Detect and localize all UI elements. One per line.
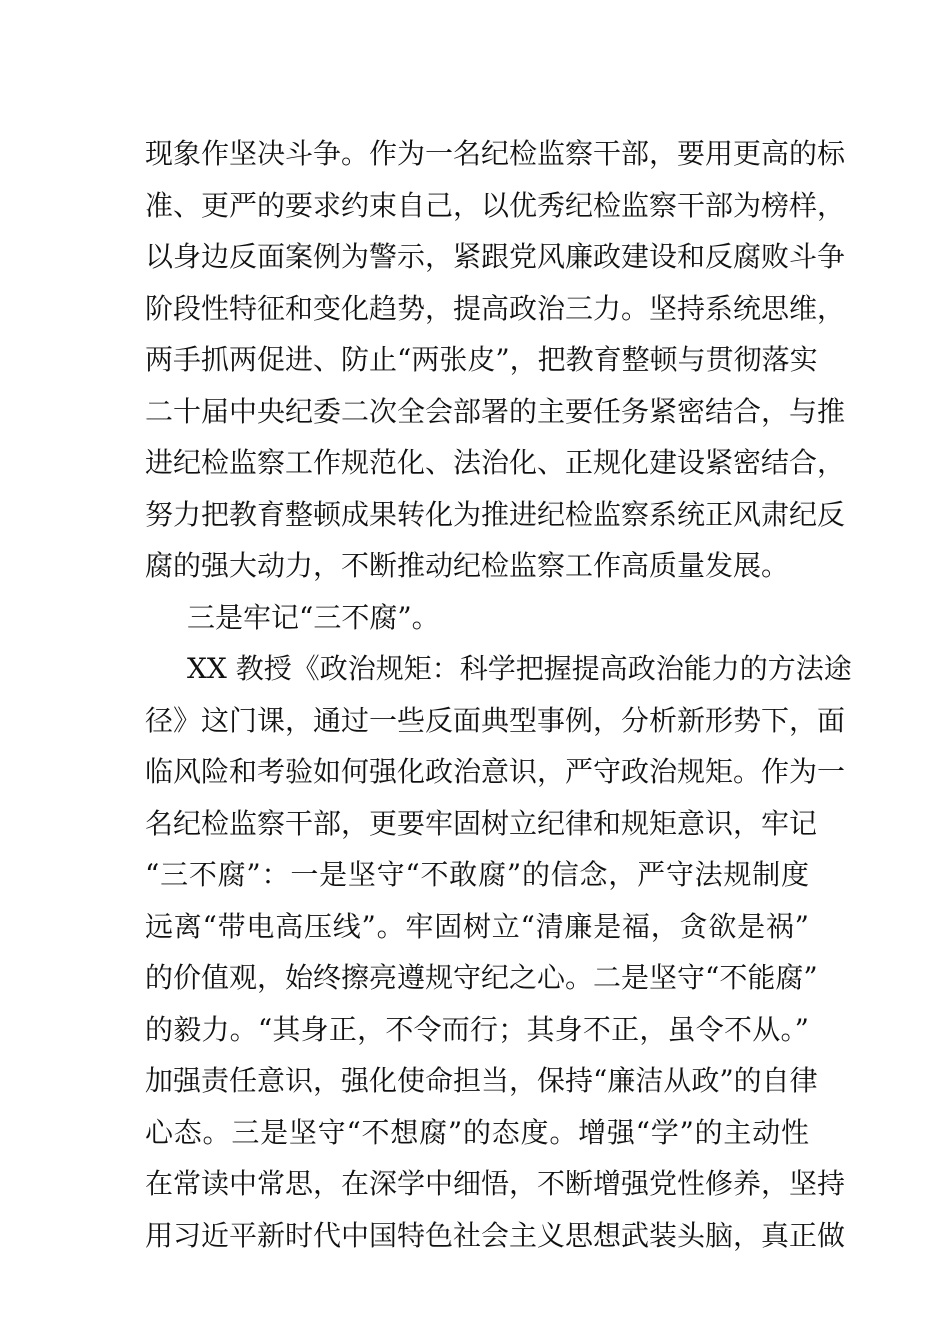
paragraph-2 [145, 643, 852, 1261]
text-line: 两手抓两促进、防止“两张皮”，把教育整顿与贯彻落实 [145, 343, 818, 376]
text-line: 努力把教育整顿成果转化为推进纪检监察系统正风肃纪反 [145, 497, 846, 531]
text-line: XX 教授《政治规矩：科学把握提高政治能力的方法途 [187, 652, 852, 685]
text-line: 加强责任意识，强化使命担当，保持“廉洁从政”的自律 [145, 1064, 818, 1097]
text-line: 阶段性特征和变化趋势，提高政治三力。坚持系统思维， [145, 291, 846, 325]
text-line: 心态。三是坚守“不想腐”的态度。增强“学”的主动性 [145, 1115, 809, 1149]
paragraph-1 [145, 128, 846, 592]
text-line: 二十届中央纪委二次全会部署的主要任务紧密结合，与推 [145, 394, 846, 428]
section-heading: 三是牢记“三不腐”。 [187, 600, 440, 634]
text-line: 腐的强大动力，不断推动纪检监察工作高质量发展。 [145, 549, 790, 582]
text-line: 的价值观，始终擦亮遵规守纪之心。二是坚守“不能腐” [145, 961, 818, 994]
text-line: 以身边反面案例为警示，紧跟党风廉政建设和反腐败斗争 [145, 240, 846, 273]
text-line: 现象作坚决斗争。作为一名纪检监察干部，要用更高的标 [145, 137, 846, 170]
text-line: 径》这门课，通过一些反面典型事例，分析新形势下，面 [145, 703, 846, 737]
text-line: 进纪检监察工作规范化、法治化、正规化建设紧密结合， [145, 446, 846, 479]
text-line: 准、更严的要求约束自己，以优秀纪检监察干部为榜样， [145, 188, 846, 222]
document-body [145, 128, 852, 1261]
text-line: 名纪检监察干部，更要牢固树立纪律和规矩意识，牢记 [145, 806, 818, 840]
text-line: 的毅力。“其身正，不令而行；其身不正，虽令不从。” [145, 1012, 809, 1046]
text-line: 在常读中常思，在深学中细悟，不断增强党性修养，坚持 [145, 1167, 846, 1200]
text-line: 用习近平新时代中国特色社会主义思想武装头脑，真正做 [145, 1218, 846, 1252]
text-line: “三不腐”：一是坚守“不敢腐”的信念，严守法规制度 [145, 858, 809, 891]
text-line: 临风险和考验如何强化政治意识，严守政治规矩。作为一 [145, 755, 846, 788]
text-line: 远离“带电高压线”。牢固树立“清廉是福，贪欲是祸” [145, 909, 809, 943]
